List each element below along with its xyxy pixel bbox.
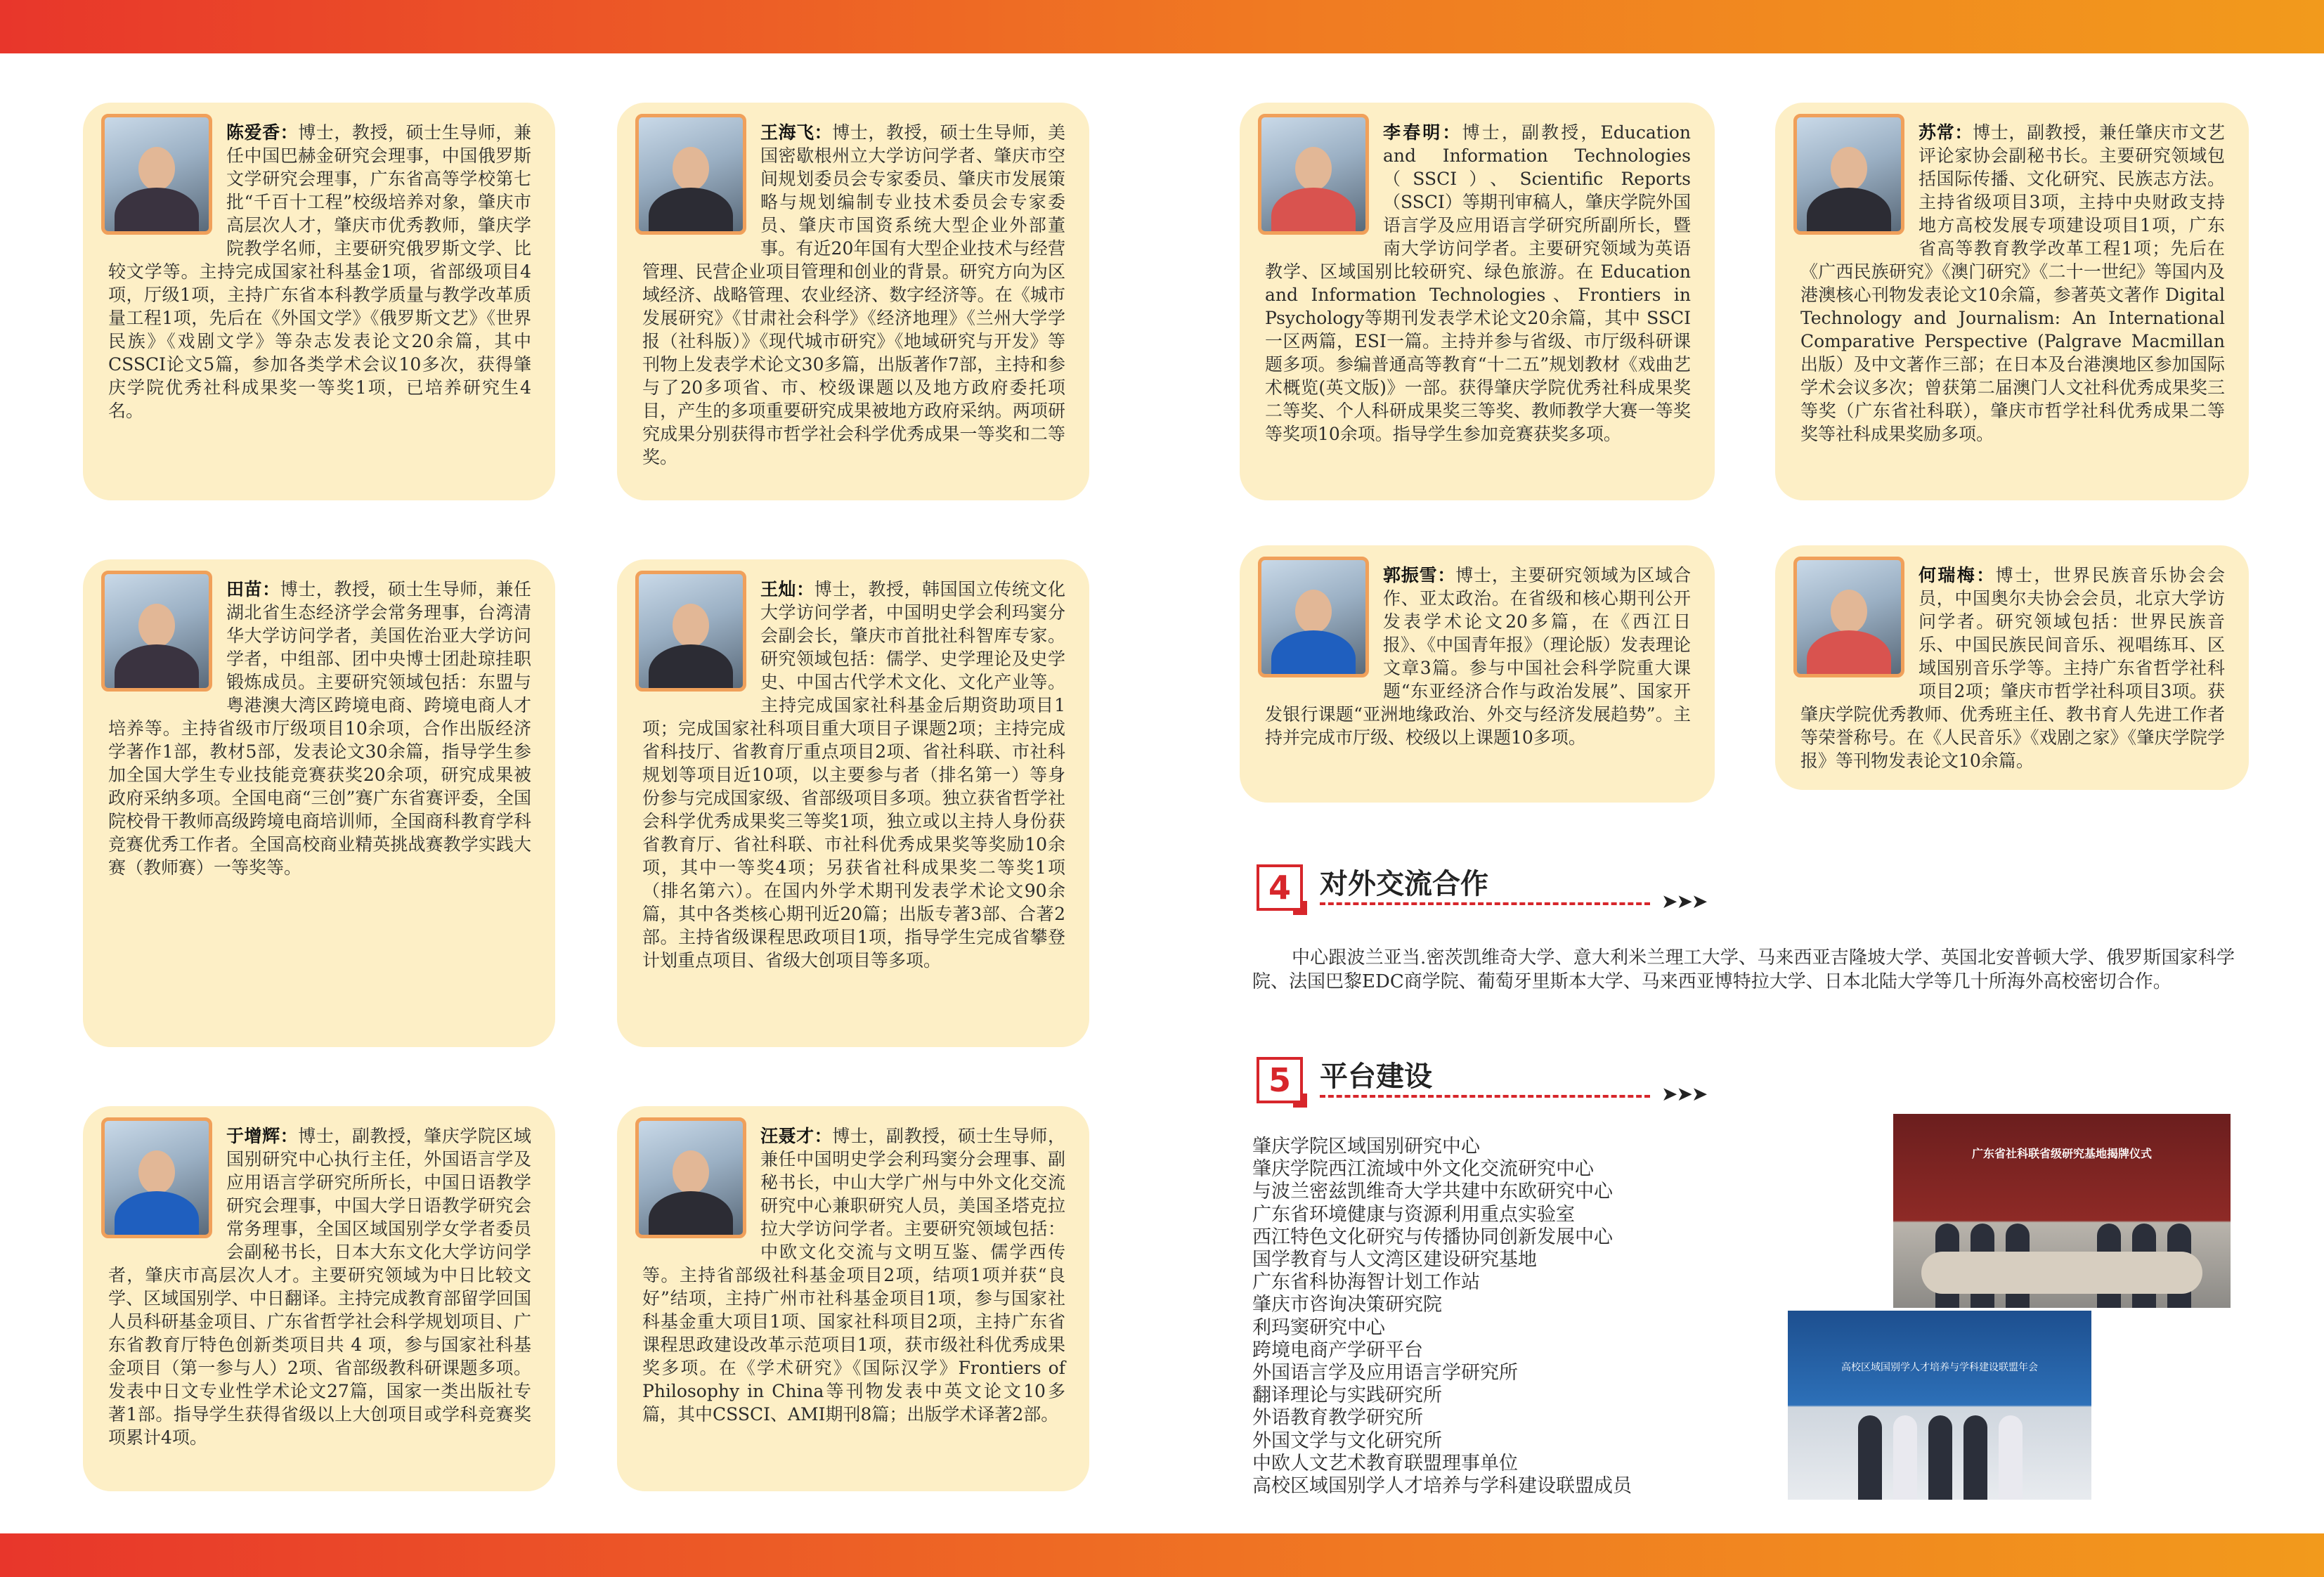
list-item: 翻译理论与实践研究所 [1252,1384,1442,1407]
portrait-photo [1258,557,1369,677]
profile-card-wang-can [617,559,1089,1047]
ceremony-photo [1893,1114,2231,1308]
list-item: 肇庆市咨询决策研究院 [1252,1294,1442,1316]
profile-name: 王灿： [760,579,814,599]
list-item: 广东省环境健康与资源利用重点实验室 [1252,1203,1575,1226]
list-item: 肇庆学院西江流域中外文化交流研究中心 [1252,1158,1594,1181]
list-item: 与波兰密兹凯维奇大学共建中东欧研究中心 [1252,1181,1613,1203]
list-item: 外语教育教学研究所 [1252,1407,1423,1429]
section-divider [1320,902,1650,905]
list-item: 中欧人文艺术教育联盟理事单位 [1252,1452,1518,1474]
profile-card-su-chang [1775,103,2249,500]
profile-card-guo-zhenxue [1240,545,1715,803]
conference-group-photo [1788,1311,2091,1500]
profile-bio: 博士，世界民族音乐协会会员，中国奥尔夫协会会员，北京大学访问学者。研究领域包括：世界民族音乐、中国民族民间音乐、视唱练耳、区域国别音乐学等。主持广东省哲学社科项目2项；肇庆市哲学社科项目3项。获肇庆学院优秀教师、优秀班主任、教书育人先进工作者等荣誉称号。在《人民音乐》《戏剧之家》《肇庆学院学报》等刊物发表论文10余篇。 [1800,565,2225,771]
profile-card-wang-niecai [617,1106,1089,1491]
section-title: 平台建设 [1320,1060,1432,1093]
profile-card-chen [83,103,555,500]
list-item: 跨境电商产学研平台 [1252,1339,1423,1361]
portrait-photo [1258,114,1369,235]
portrait-photo [101,571,212,692]
platform-list [1252,1136,1871,1498]
profile-bio: 博士，教授，硕士生导师，兼任中国巴赫金研究会理事，中国俄罗斯文学研究会理事，广东省高等学校第七批“千百十工程”校级培养对象，肇庆市高层次人才，肇庆市优秀教师，肇庆学院教学名师，主要研究俄罗斯文学、比较文学等。主持完成国家社科基金1项，省部级项目4项，厅级1项，主持广东省本科教学质量与教学改革质量工程1项，先后在《外国文学》《俄罗斯文艺》《世界民族》《戏剧文学》等杂志发表论文20余篇，其中CSSCI论文5篇，参加各类学术会议10多次，获得肇庆学院优秀社科成果奖一等奖1项，已培养研究生4名。 [108,122,531,421]
profile-bio: 博士，教授，硕士生导师，兼任湖北省生态经济学会常务理事，台湾清华大学访问学者，美国佐治亚大学访问学者，中组部、团中央博士团赴琼挂职锻炼成员。主要研究领域包括：东盟与粤港澳大湾区跨境电商、跨境电商人才培养等。主持省级市厅级项目10余项，合作出版经济学著作1部，教材5部，发表论文30余篇，指导学生参加全国大学生专业技能竞赛获奖20余项，研究成果被政府采纳多项。全国电商“三创”赛广东省赛评委，全国院校骨干教师高级跨境电商培训师，全国商科教育学科竞赛优秀工作者。全国高校商业精英挑战赛教学实践大赛（教师赛）一等奖等。 [108,579,531,878]
profile-name: 田苗： [226,579,280,599]
list-item: 外国文学与文化研究所 [1252,1429,1442,1452]
profile-bio: 博士，教授，韩国国立传统文化大学访问学者，中国明史学会利玛窦分会副会长，肇庆市首批社科智库专家。研究领域包括：儒学、史学理论及史学史、中国古代学术文化、文化产业等。主持完成国家社科基金后期资助项目1项；完成国家社科项目重大项目子课题2项；主持完成省科技厅、省教育厅重点项目2项、省社科联、市社科规划等项目近10项，以主要参与者（排名第一）等身份参与完成国家级、省部级项目多项。独立获省哲学社会科学优秀成果奖三等奖1项，独立或以主持人身份获省教育厅、省社科联、市社科优秀成果奖等奖励10余项，其中一等奖4项；另获省社科成果奖二等奖1项（排名第六）。在国内外学术期刊发表学术论文90余篇，其中各类核心期刊近20篇；出版专著3部、合著2部。主持省级课程思政项目1项，指导学生完成省攀登计划重点项目、省级大创项目等多项。 [642,579,1065,971]
section-heading-exchange [1257,862,1720,918]
portrait-photo [101,114,212,235]
portrait-photo [1793,557,1904,677]
profile-bio: 博士，副教授，肇庆学院区域国别研究中心执行主任，外国语言学及应用语言学研究所所长，中国日语教学研究会理事，中国大学日语教学研究会常务理事，全国区域国别学女学者委员会副秘书长，日本大东文化大学访问学者，肇庆市高层次人才。主要研究领域为中日比较文学、区域国别学、中日翻译。主持完成教育部留学回国人员科研基金项目、广东省哲学社会科学规划项目、广东省教育厅特色创新类项目共 4 项，参与国家社科基金项目（第一参与人）2项、省部级教科研课题多项。发表中日文专业性学术论文27篇，国家一类出版社专著1部。指导学生获得省级以上大创项目或学科竞赛奖项累计4项。 [108,1126,531,1448]
profile-name: 于增辉： [226,1126,299,1146]
profile-bio: 博士，教授，硕士生导师，美国密歇根州立大学访问学者、肇庆市空间规划委员会专家委员、肇庆市发展策略与规划编制专业技术委员会专家委员、肇庆市国资系统大型企业外部董事。有近20年国有大型企业技术与经营管理、民营企业项目管理和创业的背景。研究方向为区域经济、战略管理、农业经济、数字经济等。在《城市发展研究》《甘肃社会科学》《经济地理》《兰州大学学报（社科版）》《现代城市研究》《地域研究与开发》等刊物上发表学术论文30多篇，出版著作7部，主持和参与了20多项省、市、校级课题以及地方政府委托项目，产生的多项重要研究成果被地方政府采纳。两项研究成果分别获得市哲学社会科学优秀成果一等奖和二等奖。 [642,122,1065,467]
photo-banner-text: 高校区域国别学人才培养与学科建设联盟年会 [1841,1362,2038,1373]
profile-card-wang-haifei [617,103,1089,500]
profile-name: 何瑞梅： [1919,565,1996,585]
list-item: 广东省科协海智计划工作站 [1252,1271,1480,1294]
arrow-icon: ➤➤➤ [1661,1082,1707,1105]
arrow-icon: ➤➤➤ [1661,890,1707,913]
portrait-photo [635,114,746,235]
list-item: 肇庆学院区域国别研究中心 [1252,1136,1480,1157]
list-item: 利玛窦研究中心 [1252,1316,1385,1339]
section-number: 5 [1257,1057,1303,1103]
profile-name: 汪聂才： [760,1126,833,1146]
portrait-photo [635,571,746,692]
portrait-photo [101,1117,212,1238]
bottom-banner [0,1533,2324,1577]
profile-bio: 博士，副教授，硕士生导师，兼任中国明史学会利玛窦分会理事、副秘书长，中山大学广州与中外文化交流研究中心兼职研究人员，美国圣塔克拉拉大学访问学者。主要研究领域包括：中欧文化交流与文明互鉴、儒学西传等。主持省部级社科基金项目2项，结项1项并获“良好”结项，主持广州市社科基金项目1项，参与国家社科基金重大项目1项、国家社科项目2项，主持广东省课程思政建设改革示范项目1项，获市级社科优秀成果奖多项。在《学术研究》《国际汉学》Frontiers of Philosophy in China等刊物发表中英文论文10多篇，其中CSSCI、AMI期刊8篇；出版学术译著2部。 [642,1126,1065,1425]
top-banner [0,0,2324,53]
section-number: 4 [1257,864,1303,911]
profile-name: 苏常： [1919,122,1973,143]
profile-bio: 博士，副教授，Education and Information Technologies（SSCI）、Scientific Reports（SSCI）等期刊审稿人，肇庆学院外国语言学及应用语言学研究所副所长，暨南大学访问学者。主要研究领域为英语教学、区域国别比较研究、绿色旅游。在 Education and Information Technologies、Frontiers in Psychology等期刊发表学术论文20余篇，其中 SSCI 一区两篇，ESI一篇。主持并参与省级、市厅级科研课题多项。参编普通高等教育“十二五”规划教材《戏曲艺术概览(英文版)》一部。获得肇庆学院优秀社科成果奖二等奖、个人科研成果奖三等奖、教师教学大赛一等奖等奖项10余项。指导学生参加竞赛获奖多项。 [1265,122,1691,444]
portrait-photo [635,1117,746,1238]
profile-name: 郭振雪： [1383,565,1456,585]
profile-card-tian-miao [83,559,555,1047]
profile-card-he-ruimei [1775,545,2249,790]
section-heading-platform [1257,1054,1720,1110]
list-item: 高校区域国别学人才培养与学科建设联盟成员 [1252,1475,1632,1498]
list-item: 外国语言学及应用语言学研究所 [1252,1362,1518,1384]
profile-card-li-chunming [1240,103,1715,500]
exchange-paragraph: 中心跟波兰亚当.密茨凯维奇大学、意大利米兰理工大学、马来西亚吉隆坡大学、英国北安普顿大学、俄罗斯国家科学院、法国巴黎EDC商学院、葡萄牙里斯本大学、马来西亚博特拉大学、日本北陆大学等几十所海外高校密切合作。 [1252,947,2235,992]
profile-bio: 博士，主要研究领域为区域合作、亚太政治。在省级和核心期刊公开发表学术论文20多篇，在《西江日报》、《中国青年报》（理论版）发表理论文章3篇。参与中国社会科学院重大课题“东亚经济合作与政治发展”、国家开发银行课题“亚洲地缘政治、外交与经济发展趋势”。主持并完成市厅级、校级以上课题10多项。 [1265,565,1691,748]
section-divider [1320,1095,1650,1098]
section-title: 对外交流合作 [1320,868,1488,900]
profile-bio: 博士，副教授，兼任肇庆市文艺评论家协会副秘书长。主要研究领域包括国际传播、文化研究、民族志方法。主持省级项目3项，主持中央财政支持地方高校发展专项建设项目1项，广东省高等教育教学改革工程1项；先后在《广西民族研究》《澳门研究》《二十一世纪》等国内及港澳核心刊物发表论文10余篇，参著英文著作 Digital Technology and Journalism: An International Comparative Perspective (Palgrave Macmillan出版）及中文著作三部；在日本及台港澳地区参加国际学术会议多次；曾获第二届澳门人文社科优秀成果奖三等奖（广东省社科联），肇庆市哲学社科优秀成果二等奖等社科成果奖励多项。 [1800,122,2225,444]
portrait-photo [1793,114,1904,235]
photo-banner-text: 广东省社科联省级研究基地揭牌仪式 [1971,1147,2152,1160]
profile-name: 李春明： [1383,122,1462,143]
profile-card-yu-zenghui [83,1106,555,1491]
profile-name: 王海飞： [760,122,833,143]
list-item: 国学教育与人文湾区建设研究基地 [1252,1249,1537,1271]
profile-name: 陈爱香： [226,122,299,143]
list-item: 西江特色文化研究与传播协同创新发展中心 [1252,1226,1613,1248]
